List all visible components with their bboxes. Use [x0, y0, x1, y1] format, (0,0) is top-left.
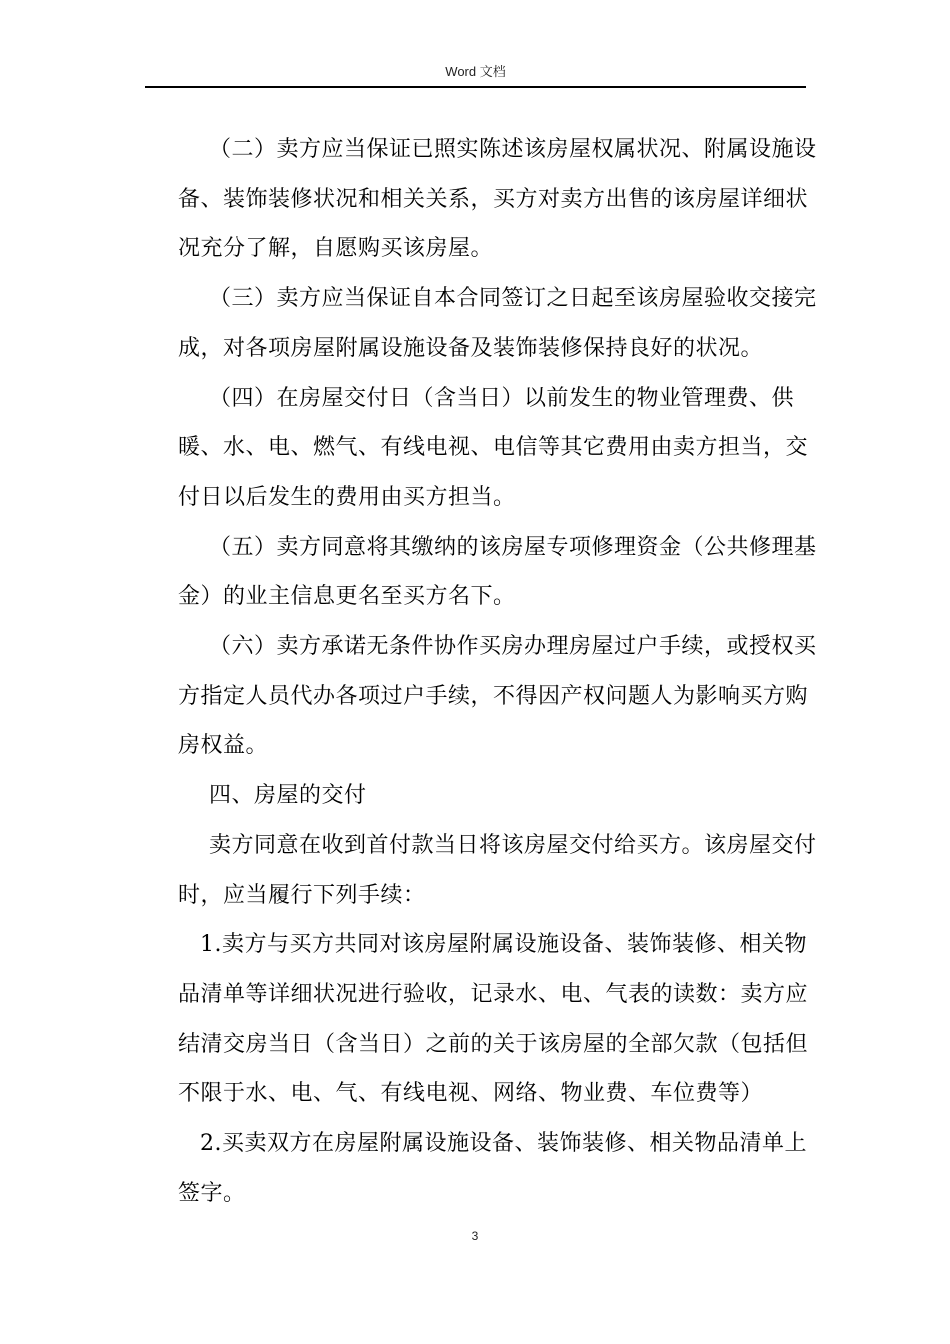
page-number: 3 [471, 1229, 479, 1243]
clause-4-paragraph: （四）在房屋交付日（含当日）以前发生的物业管理费、供暖、水、电、燃气、有线电视、电信等其它费用由卖方担当，交付日以后发生的费用由买方担当。 [178, 385, 809, 510]
page-header: Word 文档 [445, 64, 506, 79]
clause-2-paragraph: （二）卖方应当保证已照实陈述该房屋权属状况、附属设施设备、装饰装修状况和相关关系，买方对卖方出售的该房屋详细状况充分了解，自愿购买该房屋。 [178, 137, 817, 262]
clause-6-paragraph: （六）卖方承诺无条件协作买房办理房屋过户手续，或授权买方指定人员代办各项过户手续，不得因产权问题人为影响买方购房权益。 [178, 634, 817, 759]
procedure-item-2: 2.买卖双方在房屋附属设施设备、装饰装修、相关物品清单上签字。 [178, 1131, 807, 1206]
clause-5-paragraph: （五）卖方同意将其缴纳的该房屋专项修理资金（公共修理基金）的业主信息更名至买方名下。 [178, 534, 817, 610]
section-heading: 四、房屋的交付 [209, 783, 367, 809]
clause-3-paragraph: （三）卖方应当保证自本合同签订之日起至该房屋验收交接完成，对各项房屋附属设施设备及装饰装修保持良好的状况。 [178, 286, 817, 361]
header-divider [145, 86, 806, 88]
procedure-item-1: 1.卖方与买方共同对该房屋附属设施设备、装饰装修、相关物品清单等详细状况进行验收，记录水、电、气表的读数：卖方应结清交房当日（含当日）之前的关于该房屋的全部欠款（包括但不限于水、电、气、有线电视、网络、物业费、车位费等） [178, 932, 809, 1107]
document-body [178, 125, 818, 1218]
delivery-intro-paragraph: 卖方同意在收到首付款当日将该房屋交付给买方。该房屋交付时，应当履行下列手续： [178, 832, 817, 908]
